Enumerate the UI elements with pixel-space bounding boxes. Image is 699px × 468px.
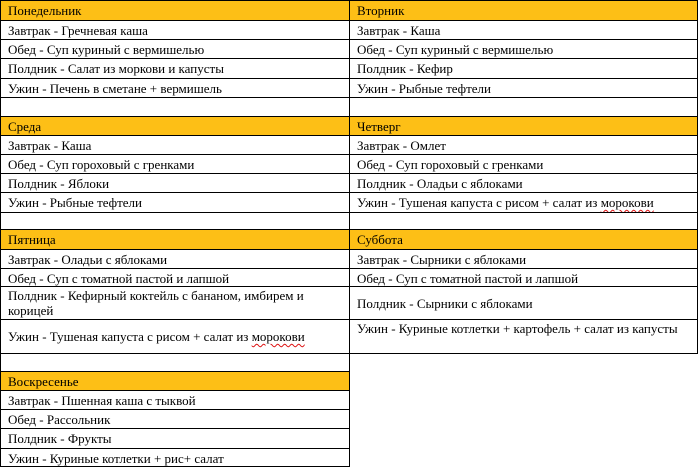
spacer-row — [0, 212, 349, 229]
friday-lunch: Обед - Суп с томатной пастой и лапшой — [0, 268, 349, 286]
thursday-dinner — [349, 192, 697, 212]
spacer-row — [349, 97, 697, 116]
day-header-sunday: Воскресенье — [0, 371, 349, 390]
tuesday-breakfast: Завтрак - Каша — [349, 20, 697, 39]
wednesday-lunch: Обед - Суп гороховый с гренками — [0, 154, 349, 173]
sunday-snack: Полдник - Фрукты — [0, 428, 349, 448]
monday-breakfast: Завтрак - Гречневая каша — [0, 20, 349, 39]
dinner-text: Ужин - Тушеная капуста с рисом + салат из — [8, 329, 252, 344]
tuesday-lunch: Обед - Суп куриный с вермишелью — [349, 39, 697, 58]
friday-snack: Полдник - Кефирный коктейль с бананом, имбирем и корицей — [0, 286, 349, 319]
monday-snack: Полдник - Салат из моркови и капусты — [0, 58, 349, 78]
tuesday-snack: Полдник - Кефир — [349, 58, 697, 78]
friday-dinner — [0, 319, 349, 353]
friday-breakfast: Завтрак - Оладьи с яблоками — [0, 249, 349, 268]
day-header-friday: Пятница — [0, 229, 349, 249]
spacer-row — [0, 97, 349, 116]
thursday-snack: Полдник - Оладьи с яблоками — [349, 173, 697, 192]
table-border-bottom — [0, 466, 350, 467]
tuesday-dinner: Ужин - Рыбные тефтели — [349, 78, 697, 97]
day-header-wednesday: Среда — [0, 116, 349, 135]
misspelled-word: морокови — [600, 195, 654, 210]
monday-dinner: Ужин - Печень в сметане + вермишель — [0, 78, 349, 97]
saturday-dinner: Ужин - Куриные котлетки + картофель + салат из капусты — [349, 319, 697, 353]
saturday-breakfast: Завтрак - Сырники с яблоками — [349, 249, 697, 268]
wednesday-dinner: Ужин - Рыбные тефтели — [0, 192, 349, 212]
spacer-row — [349, 212, 697, 229]
monday-lunch: Обед - Суп куриный с вермишелью — [0, 39, 349, 58]
saturday-snack: Полдник - Сырники с яблоками — [349, 286, 697, 319]
dinner-text: Ужин - Тушеная капуста с рисом + салат из — [357, 195, 601, 210]
sunday-breakfast: Завтрак - Пшенная каша с тыквой — [0, 390, 349, 409]
table-border-right — [697, 0, 698, 353]
spacer-row — [0, 353, 349, 371]
table-border-bottom-right — [349, 353, 698, 354]
table-border-sunday-right — [349, 353, 350, 467]
day-header-thursday: Четверг — [349, 116, 697, 135]
day-header-saturday: Суббота — [349, 229, 697, 249]
thursday-lunch: Обед - Суп гороховый с гренками — [349, 154, 697, 173]
day-header-tuesday: Вторник — [349, 0, 697, 20]
thursday-breakfast: Завтрак - Омлет — [349, 135, 697, 154]
wednesday-breakfast: Завтрак - Каша — [0, 135, 349, 154]
misspelled-word: морокови — [251, 329, 305, 344]
sunday-dinner: Ужин - Куриные котлетки + рис+ салат — [0, 448, 349, 466]
wednesday-snack: Полдник - Яблоки — [0, 173, 349, 192]
sunday-lunch: Обед - Рассольник — [0, 409, 349, 428]
saturday-lunch: Обед - Суп с томатной пастой и лапшой — [349, 268, 697, 286]
day-header-monday: Понедельник — [0, 0, 349, 20]
